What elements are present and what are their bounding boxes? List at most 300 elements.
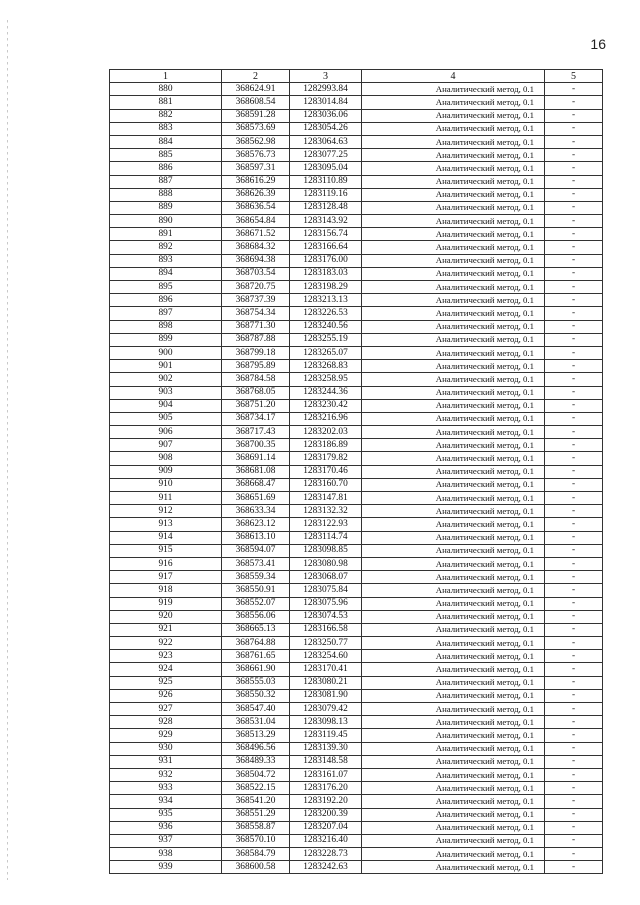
method-cell: Аналитический метод, 0.1	[362, 307, 545, 320]
table-row	[110, 122, 603, 135]
table-row	[110, 412, 603, 425]
x-coordinate-cell: 368616.29	[222, 175, 290, 188]
x-coordinate-cell: 368751.20	[222, 399, 290, 412]
y-coordinate-cell: 1283226.53	[290, 307, 362, 320]
table-row	[110, 505, 603, 518]
x-coordinate-cell: 368795.89	[222, 360, 290, 373]
table-row	[110, 584, 603, 597]
note-cell: -	[545, 399, 603, 412]
note-cell: -	[545, 808, 603, 821]
point-number-cell: 895	[110, 281, 222, 294]
note-cell: -	[545, 175, 603, 188]
x-coordinate-cell: 368668.47	[222, 478, 290, 491]
point-number-cell: 938	[110, 848, 222, 861]
point-number-cell: 906	[110, 426, 222, 439]
note-cell: -	[545, 122, 603, 135]
x-coordinate-cell: 368754.34	[222, 307, 290, 320]
method-cell: Аналитический метод, 0.1	[362, 83, 545, 96]
y-coordinate-cell: 1283156.74	[290, 228, 362, 241]
point-number-cell: 931	[110, 755, 222, 768]
y-coordinate-cell: 1283242.63	[290, 861, 362, 874]
note-cell: -	[545, 241, 603, 254]
x-coordinate-cell: 368771.30	[222, 320, 290, 333]
table-row	[110, 795, 603, 808]
method-cell: Аналитический метод, 0.1	[362, 518, 545, 531]
point-number-cell: 916	[110, 557, 222, 570]
y-coordinate-cell: 1283148.58	[290, 755, 362, 768]
point-number-cell: 904	[110, 399, 222, 412]
method-cell: Аналитический метод, 0.1	[362, 452, 545, 465]
method-cell: Аналитический метод, 0.1	[362, 96, 545, 109]
y-coordinate-cell: 1283147.81	[290, 492, 362, 505]
note-cell: -	[545, 215, 603, 228]
table-row	[110, 320, 603, 333]
note-cell: -	[545, 307, 603, 320]
point-number-cell: 911	[110, 492, 222, 505]
table-row	[110, 307, 603, 320]
y-coordinate-cell: 1283216.40	[290, 834, 362, 847]
table-header	[110, 70, 603, 83]
method-cell: Аналитический метод, 0.1	[362, 373, 545, 386]
x-coordinate-cell: 368594.07	[222, 544, 290, 557]
table-row	[110, 768, 603, 781]
method-cell: Аналитический метод, 0.1	[362, 610, 545, 623]
note-cell: -	[545, 768, 603, 781]
point-number-cell: 908	[110, 452, 222, 465]
x-coordinate-cell: 368555.03	[222, 676, 290, 689]
note-cell: -	[545, 610, 603, 623]
x-coordinate-cell: 368597.31	[222, 162, 290, 175]
y-coordinate-cell: 1283119.16	[290, 188, 362, 201]
note-cell: -	[545, 742, 603, 755]
x-coordinate-cell: 368513.29	[222, 729, 290, 742]
y-coordinate-cell: 1283250.77	[290, 637, 362, 650]
table-row	[110, 439, 603, 452]
point-number-cell: 881	[110, 96, 222, 109]
point-number-cell: 898	[110, 320, 222, 333]
note-cell: -	[545, 531, 603, 544]
x-coordinate-cell: 368562.98	[222, 135, 290, 148]
method-cell: Аналитический метод, 0.1	[362, 109, 545, 122]
table-row	[110, 861, 603, 874]
table-row	[110, 360, 603, 373]
y-coordinate-cell: 1283080.98	[290, 557, 362, 570]
point-number-cell: 909	[110, 465, 222, 478]
note-cell: -	[545, 650, 603, 663]
point-number-cell: 930	[110, 742, 222, 755]
method-cell: Аналитический метод, 0.1	[362, 478, 545, 491]
table-row	[110, 109, 603, 122]
note-cell: -	[545, 333, 603, 346]
method-cell: Аналитический метод, 0.1	[362, 584, 545, 597]
x-coordinate-cell: 368496.56	[222, 742, 290, 755]
point-number-cell: 936	[110, 821, 222, 834]
note-cell: -	[545, 162, 603, 175]
note-cell: -	[545, 795, 603, 808]
method-cell: Аналитический метод, 0.1	[362, 676, 545, 689]
y-coordinate-cell: 1283079.42	[290, 703, 362, 716]
y-coordinate-cell: 1283202.03	[290, 426, 362, 439]
note-cell: -	[545, 267, 603, 280]
table-row	[110, 373, 603, 386]
x-coordinate-cell: 368717.43	[222, 426, 290, 439]
x-coordinate-cell: 368573.69	[222, 122, 290, 135]
y-coordinate-cell: 1283077.25	[290, 149, 362, 162]
y-coordinate-cell: 1283139.30	[290, 742, 362, 755]
method-cell: Аналитический метод, 0.1	[362, 782, 545, 795]
y-coordinate-cell: 1283098.13	[290, 716, 362, 729]
method-cell: Аналитический метод, 0.1	[362, 571, 545, 584]
y-coordinate-cell: 1283095.04	[290, 162, 362, 175]
y-coordinate-cell: 1283075.84	[290, 584, 362, 597]
method-cell: Аналитический метод, 0.1	[362, 755, 545, 768]
point-number-cell: 915	[110, 544, 222, 557]
point-number-cell: 884	[110, 135, 222, 148]
y-coordinate-cell: 1283114.74	[290, 531, 362, 544]
point-number-cell: 918	[110, 584, 222, 597]
point-number-cell: 905	[110, 412, 222, 425]
x-coordinate-cell: 368784.58	[222, 373, 290, 386]
x-coordinate-cell: 368720.75	[222, 281, 290, 294]
table-row	[110, 676, 603, 689]
scan-edge-marks	[7, 20, 8, 880]
method-cell: Аналитический метод, 0.1	[362, 834, 545, 847]
point-number-cell: 883	[110, 122, 222, 135]
method-cell: Аналитический метод, 0.1	[362, 122, 545, 135]
x-coordinate-cell: 368570.10	[222, 834, 290, 847]
x-coordinate-cell: 368522.15	[222, 782, 290, 795]
x-coordinate-cell: 368504.72	[222, 768, 290, 781]
method-cell: Аналитический метод, 0.1	[362, 821, 545, 834]
point-number-cell: 910	[110, 478, 222, 491]
point-number-cell: 925	[110, 676, 222, 689]
y-coordinate-cell: 1283207.04	[290, 821, 362, 834]
x-coordinate-cell: 368633.34	[222, 505, 290, 518]
y-coordinate-cell: 1283176.20	[290, 782, 362, 795]
point-number-cell: 892	[110, 241, 222, 254]
method-cell: Аналитический метод, 0.1	[362, 623, 545, 636]
y-coordinate-cell: 1283183.03	[290, 267, 362, 280]
method-cell: Аналитический метод, 0.1	[362, 399, 545, 412]
note-cell: -	[545, 663, 603, 676]
point-number-cell: 899	[110, 333, 222, 346]
point-number-cell: 882	[110, 109, 222, 122]
y-coordinate-cell: 1283128.48	[290, 201, 362, 214]
method-cell: Аналитический метод, 0.1	[362, 465, 545, 478]
y-coordinate-cell: 1283192.20	[290, 795, 362, 808]
method-cell: Аналитический метод, 0.1	[362, 650, 545, 663]
method-cell: Аналитический метод, 0.1	[362, 254, 545, 267]
table-row	[110, 175, 603, 188]
y-coordinate-cell: 1283132.32	[290, 505, 362, 518]
x-coordinate-cell: 368671.52	[222, 228, 290, 241]
method-cell: Аналитический метод, 0.1	[362, 795, 545, 808]
x-coordinate-cell: 368547.40	[222, 703, 290, 716]
method-cell: Аналитический метод, 0.1	[362, 201, 545, 214]
table-row	[110, 215, 603, 228]
table-row	[110, 729, 603, 742]
y-coordinate-cell: 1283198.29	[290, 281, 362, 294]
y-coordinate-cell: 1283068.07	[290, 571, 362, 584]
note-cell: -	[545, 412, 603, 425]
method-cell: Аналитический метод, 0.1	[362, 175, 545, 188]
point-number-cell: 922	[110, 637, 222, 650]
x-coordinate-cell: 368608.54	[222, 96, 290, 109]
point-number-cell: 893	[110, 254, 222, 267]
y-coordinate-cell: 1283081.90	[290, 689, 362, 702]
method-cell: Аналитический метод, 0.1	[362, 439, 545, 452]
note-cell: -	[545, 96, 603, 109]
y-coordinate-cell: 1283143.92	[290, 215, 362, 228]
point-number-cell: 924	[110, 663, 222, 676]
method-cell: Аналитический метод, 0.1	[362, 241, 545, 254]
x-coordinate-cell: 368737.39	[222, 294, 290, 307]
point-number-cell: 887	[110, 175, 222, 188]
note-cell: -	[545, 518, 603, 531]
table-row	[110, 135, 603, 148]
note-cell: -	[545, 201, 603, 214]
point-number-cell: 897	[110, 307, 222, 320]
y-coordinate-cell: 1283110.89	[290, 175, 362, 188]
x-coordinate-cell: 368681.08	[222, 465, 290, 478]
note-cell: -	[545, 492, 603, 505]
x-coordinate-cell: 368489.33	[222, 755, 290, 768]
method-cell: Аналитический метод, 0.1	[362, 637, 545, 650]
method-cell: Аналитический метод, 0.1	[362, 663, 545, 676]
x-coordinate-cell: 368551.29	[222, 808, 290, 821]
x-coordinate-cell: 368700.35	[222, 439, 290, 452]
table-row	[110, 267, 603, 280]
point-number-cell: 919	[110, 597, 222, 610]
method-cell: Аналитический метод, 0.1	[362, 360, 545, 373]
y-coordinate-cell: 1283119.45	[290, 729, 362, 742]
point-number-cell: 896	[110, 294, 222, 307]
x-coordinate-cell: 368626.39	[222, 188, 290, 201]
note-cell: -	[545, 676, 603, 689]
note-cell: -	[545, 228, 603, 241]
note-cell: -	[545, 254, 603, 267]
note-cell: -	[545, 848, 603, 861]
table-row	[110, 716, 603, 729]
point-number-cell: 901	[110, 360, 222, 373]
method-cell: Аналитический метод, 0.1	[362, 228, 545, 241]
point-number-cell: 917	[110, 571, 222, 584]
note-cell: -	[545, 703, 603, 716]
note-cell: -	[545, 571, 603, 584]
method-cell: Аналитический метод, 0.1	[362, 294, 545, 307]
table-row	[110, 571, 603, 584]
x-coordinate-cell: 368703.54	[222, 267, 290, 280]
y-coordinate-cell: 1283160.70	[290, 478, 362, 491]
note-cell: -	[545, 689, 603, 702]
method-cell: Аналитический метод, 0.1	[362, 768, 545, 781]
table-row	[110, 610, 603, 623]
table-row	[110, 254, 603, 267]
table-row	[110, 821, 603, 834]
note-cell: -	[545, 360, 603, 373]
note-cell: -	[545, 109, 603, 122]
point-number-cell: 939	[110, 861, 222, 874]
point-number-cell: 900	[110, 346, 222, 359]
method-cell: Аналитический метод, 0.1	[362, 215, 545, 228]
note-cell: -	[545, 373, 603, 386]
method-cell: Аналитический метод, 0.1	[362, 492, 545, 505]
method-cell: Аналитический метод, 0.1	[362, 386, 545, 399]
method-cell: Аналитический метод, 0.1	[362, 808, 545, 821]
method-cell: Аналитический метод, 0.1	[362, 333, 545, 346]
table-row	[110, 492, 603, 505]
y-coordinate-cell: 1283161.07	[290, 768, 362, 781]
x-coordinate-cell: 368684.32	[222, 241, 290, 254]
x-coordinate-cell: 368768.05	[222, 386, 290, 399]
note-cell: -	[545, 729, 603, 742]
point-number-cell: 921	[110, 623, 222, 636]
note-cell: -	[545, 478, 603, 491]
x-coordinate-cell: 368654.84	[222, 215, 290, 228]
point-number-cell: 903	[110, 386, 222, 399]
point-number-cell: 934	[110, 795, 222, 808]
note-cell: -	[545, 83, 603, 96]
note-cell: -	[545, 135, 603, 148]
table-row	[110, 650, 603, 663]
method-cell: Аналитический метод, 0.1	[362, 861, 545, 874]
table-row	[110, 465, 603, 478]
point-number-cell: 913	[110, 518, 222, 531]
y-coordinate-cell: 1283240.56	[290, 320, 362, 333]
x-coordinate-cell: 368623.12	[222, 518, 290, 531]
method-cell: Аналитический метод, 0.1	[362, 346, 545, 359]
y-coordinate-cell: 1283268.83	[290, 360, 362, 373]
note-cell: -	[545, 465, 603, 478]
point-number-cell: 889	[110, 201, 222, 214]
method-cell: Аналитический метод, 0.1	[362, 703, 545, 716]
x-coordinate-cell: 368531.04	[222, 716, 290, 729]
note-cell: -	[545, 782, 603, 795]
point-number-cell: 894	[110, 267, 222, 280]
x-coordinate-cell: 368541.20	[222, 795, 290, 808]
x-coordinate-cell: 368573.41	[222, 557, 290, 570]
method-cell: Аналитический метод, 0.1	[362, 412, 545, 425]
y-coordinate-cell: 1283228.73	[290, 848, 362, 861]
x-coordinate-cell: 368576.73	[222, 149, 290, 162]
table-row	[110, 689, 603, 702]
table-row	[110, 834, 603, 847]
method-cell: Аналитический метод, 0.1	[362, 267, 545, 280]
note-cell: -	[545, 281, 603, 294]
y-coordinate-cell: 1283036.06	[290, 109, 362, 122]
table-row	[110, 83, 603, 96]
note-cell: -	[545, 637, 603, 650]
y-coordinate-cell: 1283179.82	[290, 452, 362, 465]
y-coordinate-cell: 1282993.84	[290, 83, 362, 96]
table-row	[110, 663, 603, 676]
method-cell: Аналитический метод, 0.1	[362, 597, 545, 610]
note-cell: -	[545, 452, 603, 465]
point-number-cell: 935	[110, 808, 222, 821]
table-row	[110, 399, 603, 412]
table-row	[110, 623, 603, 636]
note-cell: -	[545, 505, 603, 518]
note-cell: -	[545, 755, 603, 768]
method-cell: Аналитический метод, 0.1	[362, 716, 545, 729]
x-coordinate-cell: 368624.91	[222, 83, 290, 96]
table-row	[110, 478, 603, 491]
point-number-cell: 890	[110, 215, 222, 228]
x-coordinate-cell: 368665.13	[222, 623, 290, 636]
x-coordinate-cell: 368734.17	[222, 412, 290, 425]
table-row	[110, 755, 603, 768]
table-row	[110, 281, 603, 294]
header-col-2: 2	[222, 70, 290, 83]
y-coordinate-cell: 1283176.00	[290, 254, 362, 267]
table-row	[110, 426, 603, 439]
method-cell: Аналитический метод, 0.1	[362, 320, 545, 333]
table-row	[110, 597, 603, 610]
method-cell: Аналитический метод, 0.1	[362, 281, 545, 294]
x-coordinate-cell: 368552.07	[222, 597, 290, 610]
page-number: 16	[590, 36, 606, 52]
y-coordinate-cell: 1283258.95	[290, 373, 362, 386]
header-row	[110, 70, 603, 83]
method-cell: Аналитический метод, 0.1	[362, 426, 545, 439]
x-coordinate-cell: 368550.32	[222, 689, 290, 702]
note-cell: -	[545, 544, 603, 557]
y-coordinate-cell: 1283064.63	[290, 135, 362, 148]
method-cell: Аналитический метод, 0.1	[362, 531, 545, 544]
note-cell: -	[545, 557, 603, 570]
y-coordinate-cell: 1283170.46	[290, 465, 362, 478]
x-coordinate-cell: 368764.88	[222, 637, 290, 650]
x-coordinate-cell: 368558.87	[222, 821, 290, 834]
note-cell: -	[545, 597, 603, 610]
x-coordinate-cell: 368694.38	[222, 254, 290, 267]
note-cell: -	[545, 623, 603, 636]
method-cell: Аналитический метод, 0.1	[362, 505, 545, 518]
y-coordinate-cell: 1283230.42	[290, 399, 362, 412]
note-cell: -	[545, 439, 603, 452]
y-coordinate-cell: 1283216.96	[290, 412, 362, 425]
table-row	[110, 333, 603, 346]
table-row	[110, 241, 603, 254]
x-coordinate-cell: 368799.18	[222, 346, 290, 359]
table-body	[110, 83, 603, 874]
table-row	[110, 544, 603, 557]
table-row	[110, 188, 603, 201]
point-number-cell: 912	[110, 505, 222, 518]
method-cell: Аналитический метод, 0.1	[362, 162, 545, 175]
point-number-cell: 927	[110, 703, 222, 716]
x-coordinate-cell: 368636.54	[222, 201, 290, 214]
point-number-cell: 923	[110, 650, 222, 663]
x-coordinate-cell: 368584.79	[222, 848, 290, 861]
method-cell: Аналитический метод, 0.1	[362, 557, 545, 570]
table-row	[110, 557, 603, 570]
header-col-4: 4	[362, 70, 545, 83]
table-row	[110, 346, 603, 359]
note-cell: -	[545, 426, 603, 439]
point-number-cell: 880	[110, 83, 222, 96]
y-coordinate-cell: 1283166.64	[290, 241, 362, 254]
table-row	[110, 294, 603, 307]
table-row	[110, 228, 603, 241]
header-col-1: 1	[110, 70, 222, 83]
point-number-cell: 888	[110, 188, 222, 201]
table-row	[110, 808, 603, 821]
table-row	[110, 386, 603, 399]
x-coordinate-cell: 368661.90	[222, 663, 290, 676]
x-coordinate-cell: 368613.10	[222, 531, 290, 544]
x-coordinate-cell: 368591.28	[222, 109, 290, 122]
